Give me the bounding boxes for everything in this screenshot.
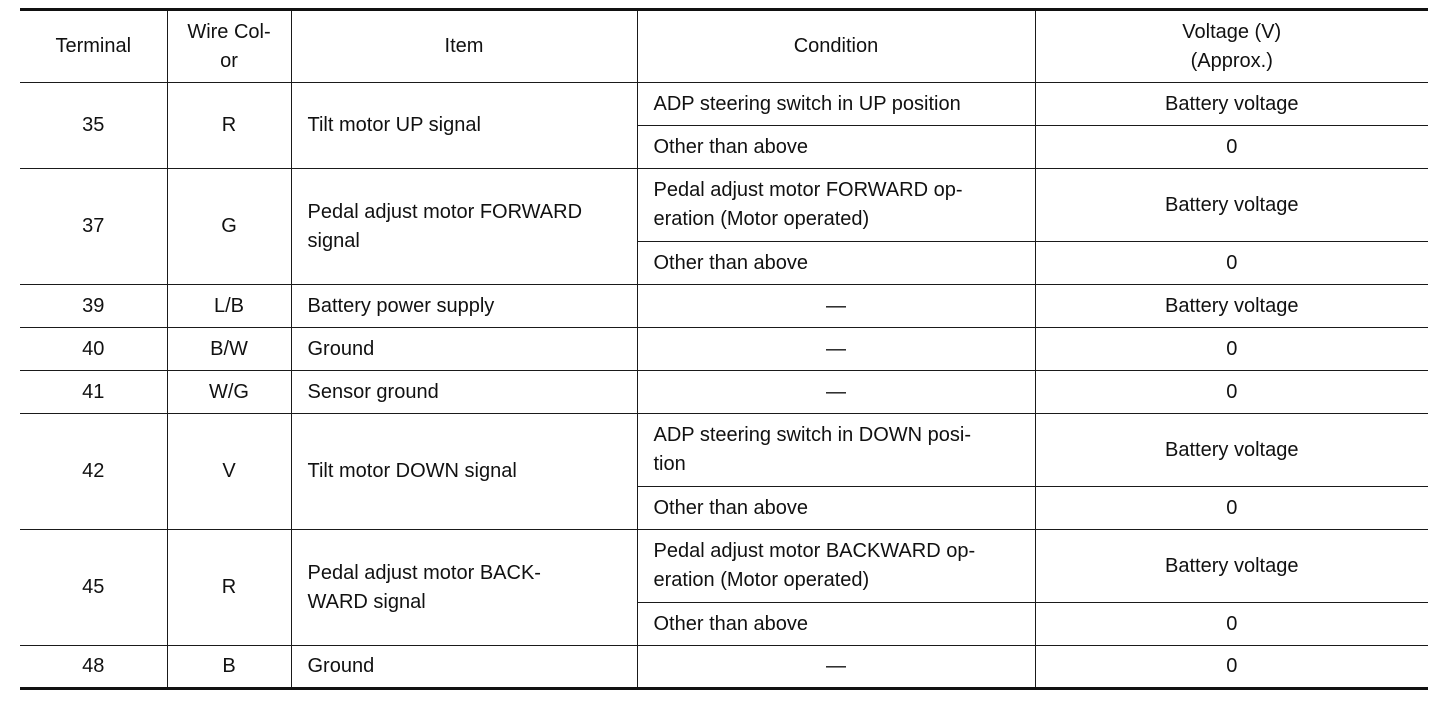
- voltage-cell: 0: [1035, 242, 1428, 285]
- terminal-cell: 41: [20, 371, 167, 414]
- voltage-cell: Battery voltage: [1035, 83, 1428, 126]
- wire-color-cell: L/B: [167, 285, 291, 328]
- condition-cell: Pedal adjust motor FORWARD op- eration (Motor operated): [637, 169, 1035, 242]
- table-row: [20, 169, 1428, 242]
- header-item: Item: [291, 10, 637, 83]
- table-row: [20, 285, 1428, 328]
- voltage-cell: Battery voltage: [1035, 530, 1428, 603]
- header-wire-color: Wire Col- or: [167, 10, 291, 83]
- table-row: [20, 646, 1428, 689]
- wire-color-cell: W/G: [167, 371, 291, 414]
- condition-cell: —: [637, 285, 1035, 328]
- terminal-cell: 39: [20, 285, 167, 328]
- wire-color-cell: R: [167, 83, 291, 169]
- condition-cell: Other than above: [637, 603, 1035, 646]
- table-row: [20, 328, 1428, 371]
- condition-cell: Other than above: [637, 487, 1035, 530]
- voltage-cell: Battery voltage: [1035, 414, 1428, 487]
- wire-color-cell: V: [167, 414, 291, 530]
- voltage-cell: 0: [1035, 603, 1428, 646]
- item-cell: Sensor ground: [291, 371, 637, 414]
- terminal-cell: 45: [20, 530, 167, 646]
- item-cell: Tilt motor DOWN signal: [291, 414, 637, 530]
- item-cell: Pedal adjust motor FORWARD signal: [291, 169, 637, 285]
- wire-color-cell: B: [167, 646, 291, 689]
- header-voltage: Voltage (V) (Approx.): [1035, 10, 1428, 83]
- terminal-cell: 40: [20, 328, 167, 371]
- table-row: [20, 530, 1428, 603]
- wire-color-cell: R: [167, 530, 291, 646]
- voltage-cell: Battery voltage: [1035, 169, 1428, 242]
- wire-color-cell: G: [167, 169, 291, 285]
- item-cell: Pedal adjust motor BACK- WARD signal: [291, 530, 637, 646]
- condition-cell: —: [637, 328, 1035, 371]
- header-terminal: Terminal: [20, 10, 167, 83]
- item-cell: Ground: [291, 646, 637, 689]
- condition-cell: Pedal adjust motor BACKWARD op- eration (Motor operated): [637, 530, 1035, 603]
- item-cell: Battery power supply: [291, 285, 637, 328]
- voltage-cell: 0: [1035, 126, 1428, 169]
- terminal-cell: 42: [20, 414, 167, 530]
- terminal-cell: 35: [20, 83, 167, 169]
- item-cell: Ground: [291, 328, 637, 371]
- voltage-cell: Battery voltage: [1035, 285, 1428, 328]
- item-cell: Tilt motor UP signal: [291, 83, 637, 169]
- terminal-spec-table: [20, 8, 1428, 690]
- voltage-cell: 0: [1035, 487, 1428, 530]
- terminal-cell: 48: [20, 646, 167, 689]
- voltage-cell: 0: [1035, 328, 1428, 371]
- terminal-cell: 37: [20, 169, 167, 285]
- voltage-cell: 0: [1035, 371, 1428, 414]
- header-condition: Condition: [637, 10, 1035, 83]
- condition-cell: —: [637, 371, 1035, 414]
- voltage-cell: 0: [1035, 646, 1428, 689]
- condition-cell: —: [637, 646, 1035, 689]
- table-row: [20, 83, 1428, 126]
- condition-cell: ADP steering switch in DOWN posi- tion: [637, 414, 1035, 487]
- wire-color-cell: B/W: [167, 328, 291, 371]
- table-row: [20, 371, 1428, 414]
- table-row: [20, 414, 1428, 487]
- condition-cell: ADP steering switch in UP position: [637, 83, 1035, 126]
- condition-cell: Other than above: [637, 126, 1035, 169]
- condition-cell: Other than above: [637, 242, 1035, 285]
- header-row: [20, 10, 1428, 83]
